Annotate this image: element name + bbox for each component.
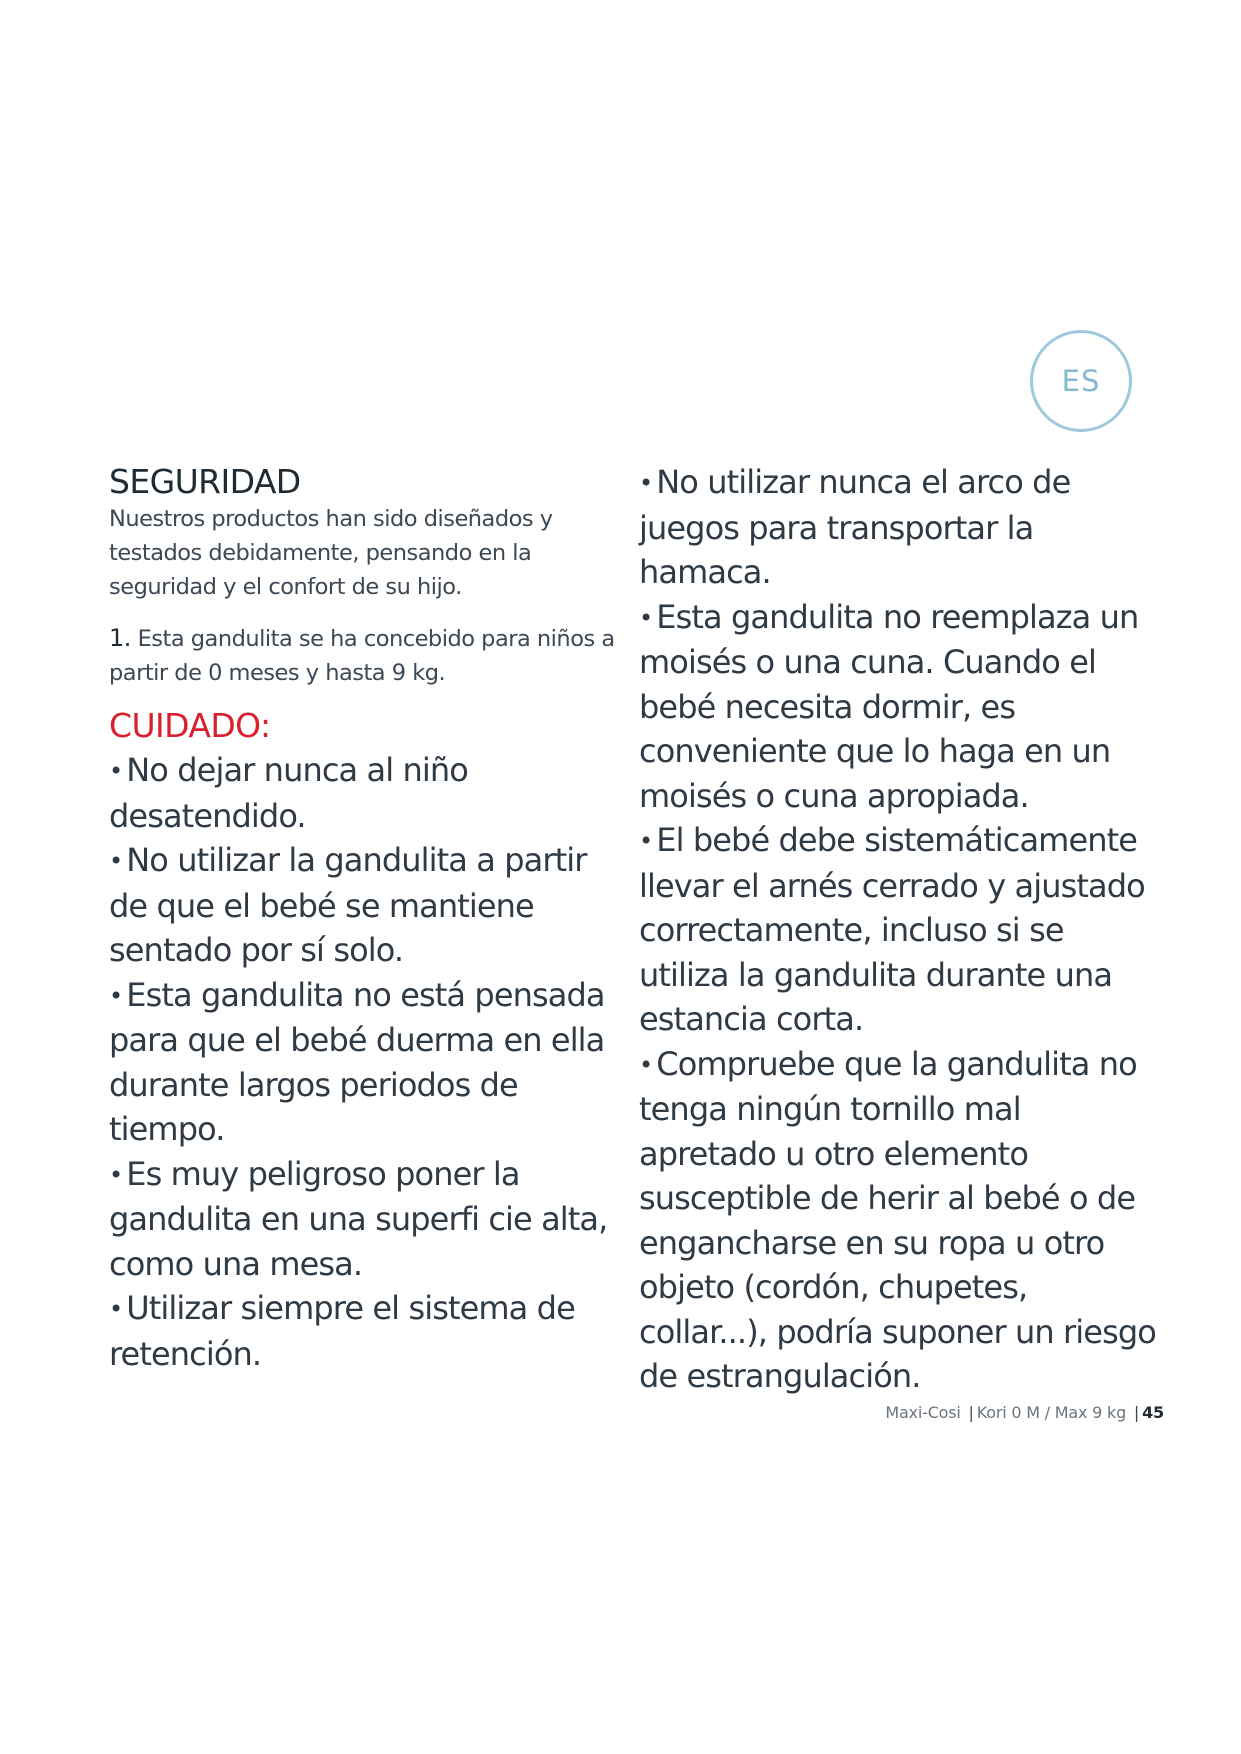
list-item: • Utilizar siempre el sistema de retención. xyxy=(109,1289,575,1373)
list-item: • Esta gandulita no está pensada para que el bebé duerma en ella durante largos periodos de tiempo. xyxy=(109,975,605,1148)
bullet-icon: • xyxy=(109,1160,123,1189)
bullet-icon: • xyxy=(109,757,123,785)
footer-separator: | xyxy=(1133,1403,1140,1422)
bullet-icon: • xyxy=(639,603,653,632)
footer-separator: | xyxy=(968,1403,974,1422)
bullet-icon: • xyxy=(639,469,653,497)
right-column xyxy=(639,460,1159,1399)
list-item: • No dejar nunca al niño desatendido. xyxy=(109,751,468,835)
footer-brand: Maxi-Cosi xyxy=(885,1403,961,1422)
numbered-item xyxy=(109,621,619,690)
bullet-icon: • xyxy=(639,1050,653,1079)
warning-title: CUIDADO: xyxy=(109,706,271,745)
footer-product: Kori 0 M / Max 9 kg xyxy=(976,1403,1127,1422)
bullet-icon: • xyxy=(639,827,653,855)
bullet-icon: • xyxy=(109,981,123,1010)
warning-list-right xyxy=(639,460,1159,1399)
bullet-icon: • xyxy=(109,847,123,875)
list-item: • No utilizar nunca el arco de juegos para transportar la hamaca. xyxy=(639,463,1071,591)
warning-list-left xyxy=(109,748,619,1376)
page-number: 45 xyxy=(1142,1403,1164,1422)
language-badge: ES xyxy=(1030,330,1132,432)
item-number: 1. xyxy=(109,624,131,652)
list-item: • Compruebe que la gandulita no tenga ningún tornillo mal apretado u otro elemento susceptible de herir al bebé o de engancharse en su ropa u otro objeto (cordón, chupetes, collar...), podría suponer un riesgo de estrangulación. xyxy=(639,1044,1156,1395)
left-column xyxy=(109,462,619,1376)
item-text: Esta gandulita se ha concebido para niños a partir de 0 meses y hasta 9 kg. xyxy=(109,626,615,686)
list-item: • Esta gandulita no reemplaza un moisés o una cuna. Cuando el bebé necesita dormir, es conveniente que lo haga en un moisés o cuna apropiada. xyxy=(639,597,1139,815)
section-heading: SEGURIDAD xyxy=(109,462,301,501)
intro-paragraph: Nuestros productos han sido diseñados y testados debidamente, pensando en la seguridad y el confort de su hijo. xyxy=(109,506,553,600)
list-item: • Es muy peligroso poner la gandulita en una superfi cie alta, como una mesa. xyxy=(109,1154,608,1283)
list-item: • El bebé debe sistemáticamente llevar el arnés cerrado y ajustado correctamente, incluso si se utiliza la gandulita durante una estancia corta. xyxy=(639,821,1145,1038)
bullet-icon: • xyxy=(109,1295,123,1323)
list-item: • No utilizar la gandulita a partir de que el bebé se mantiene sentado por sí solo. xyxy=(109,841,587,969)
page-footer xyxy=(800,1403,1164,1422)
